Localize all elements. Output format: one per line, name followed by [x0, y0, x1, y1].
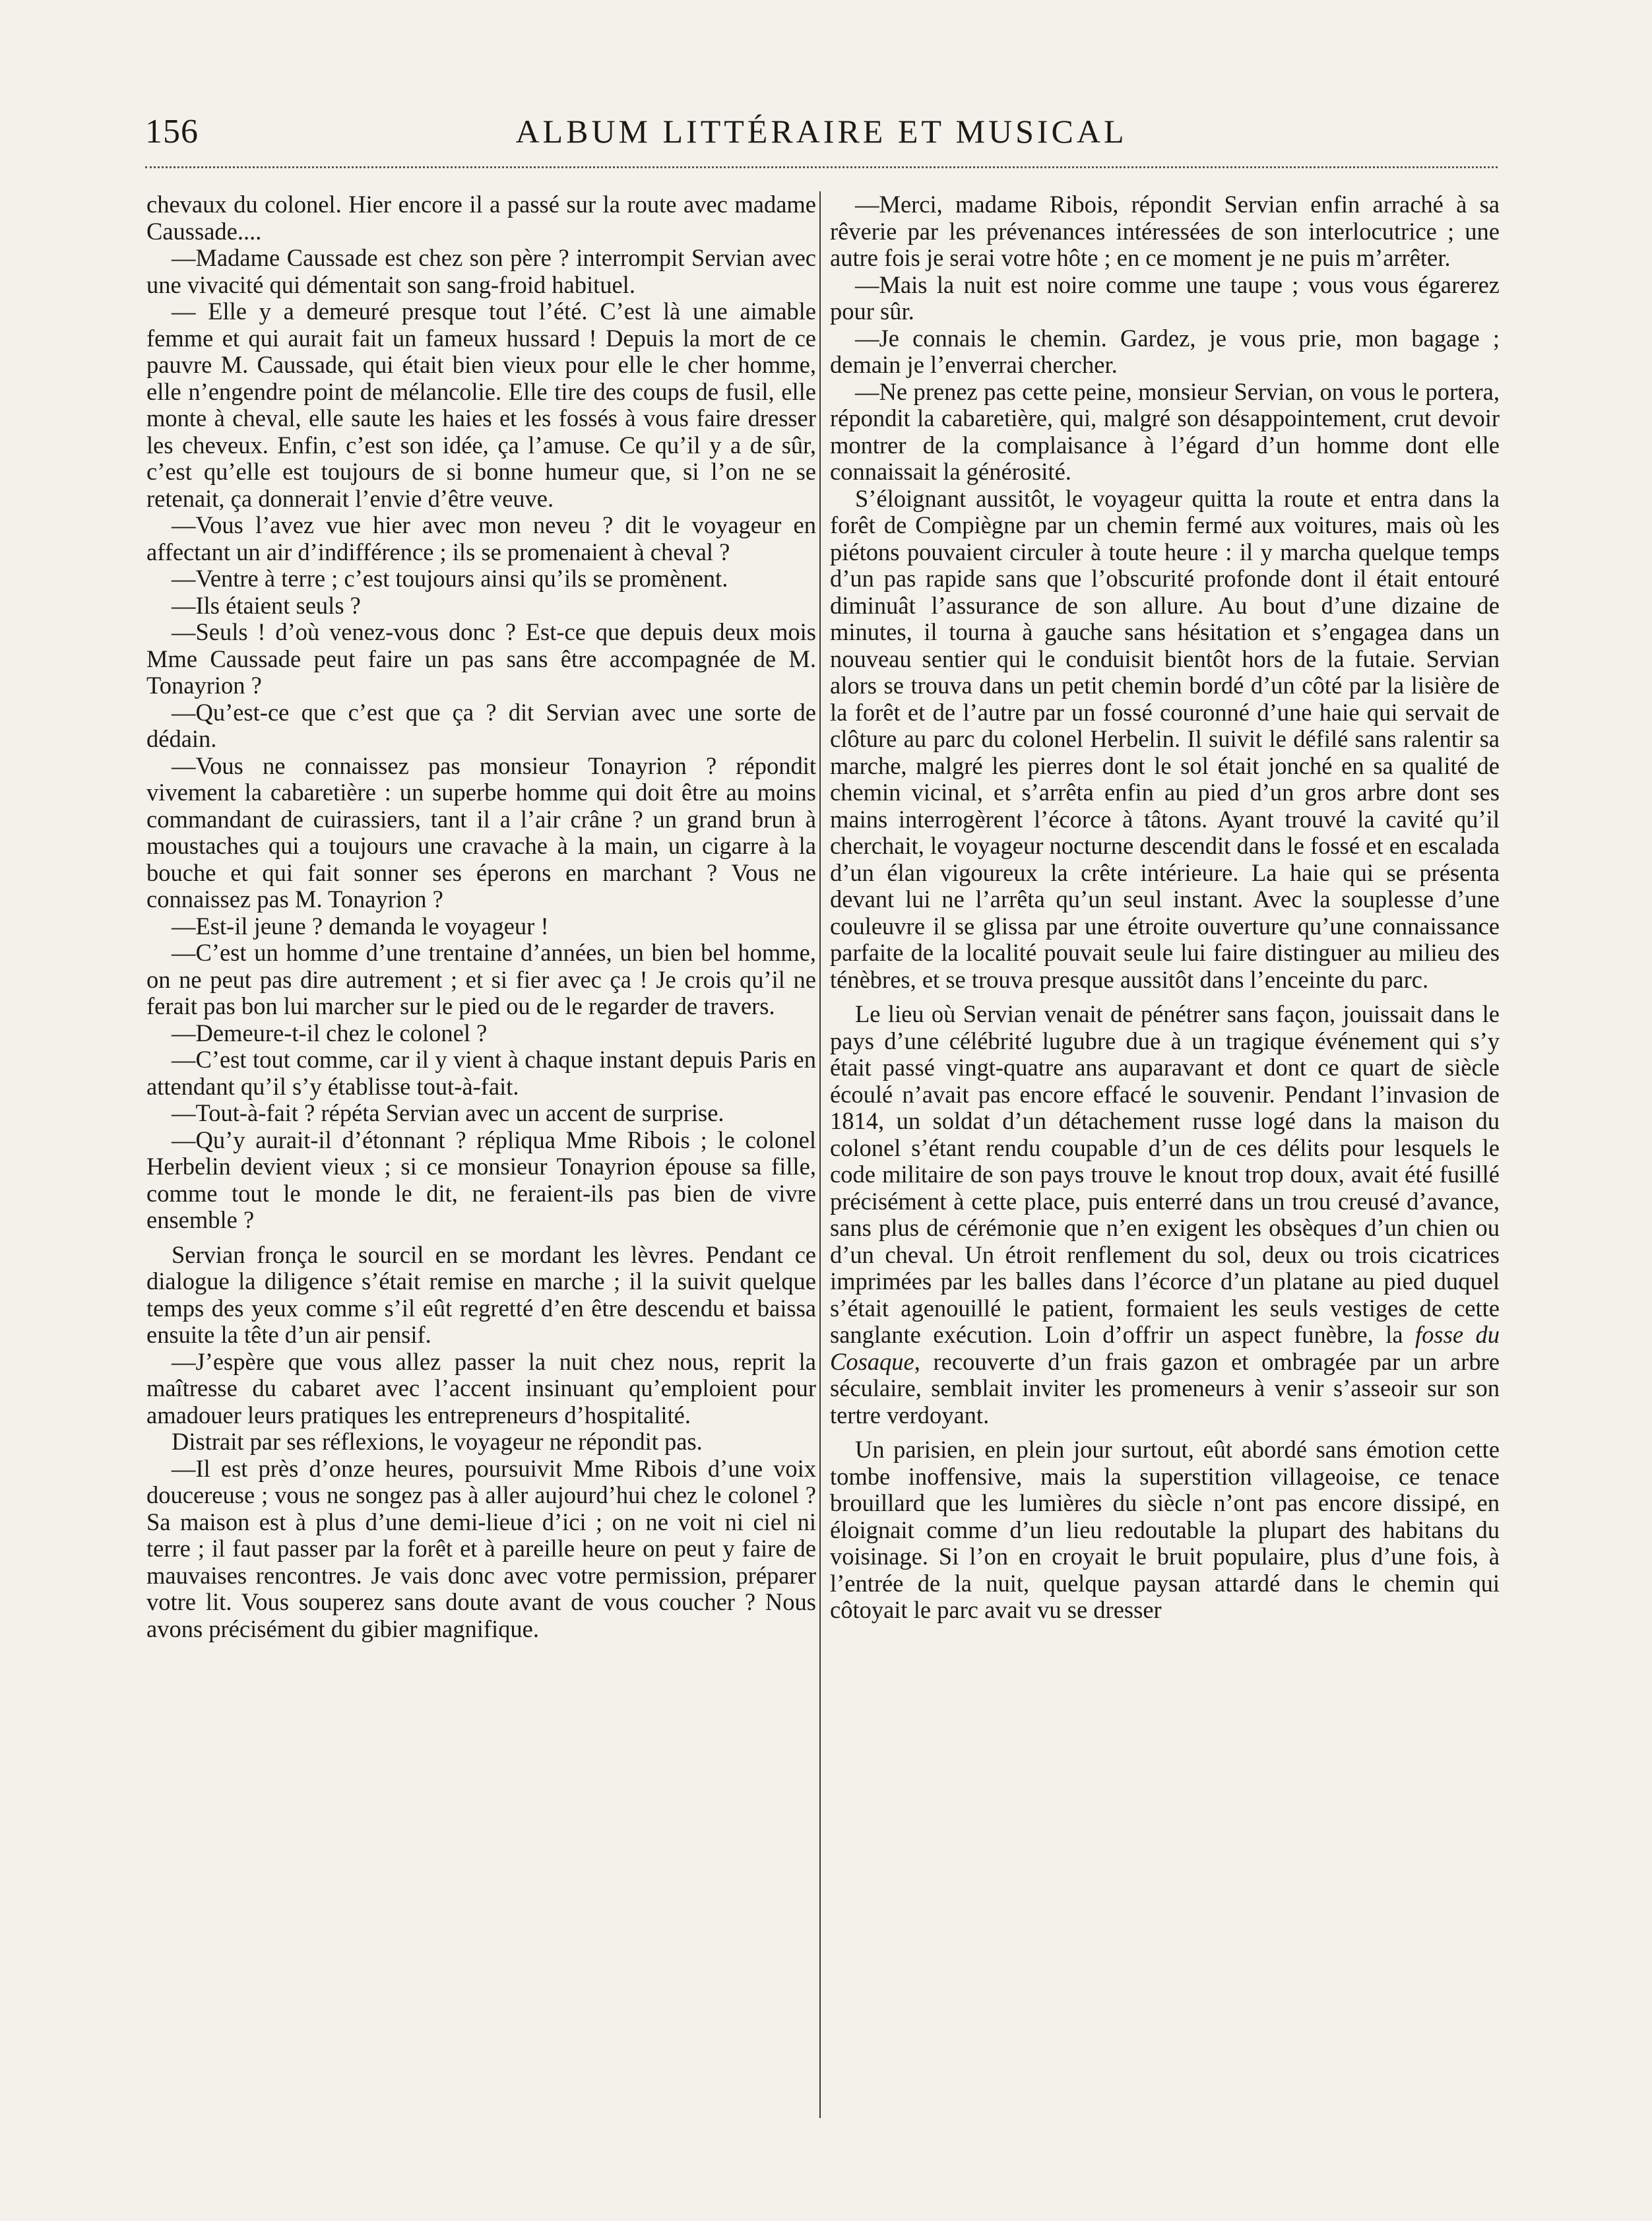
right-column [830, 191, 1500, 1624]
paragraph: chevaux du colonel. Hier encore il a passé sur la route avec madame Caussade.... [146, 191, 816, 245]
paragraph: — Elle y a demeuré presque tout l’été. C’est là une aimable femme et qui aurait fait un fameux hussard ! Depuis la mort de ce pauvre M. Caussade, qui était bien vieux pour elle le cher homme, elle n’engendre point de mélancolie. Elle tire des coups de fusil, elle monte à cheval, elle saute les haies et les fossés à vous faire dresser les cheveux. Enfin, c’est son idée, ça l’amuse. Ce qu’il y a de sûr, c’est qu’elle est toujours de si bonne humeur que, si l’on ne se retenait, ça donnerait l’envie d’être veuve. [146, 298, 816, 512]
paragraph: —Qu’y aurait-il d’étonnant ? répliqua Mme Ribois ; le colonel Herbelin devient vieux ; si ce monsieur Tonayrion épouse sa fille, comme tout le monde le dit, ne feraient-ils pas bien de vivre ensemble ? [146, 1126, 816, 1233]
paragraph: —Vous ne connaissez pas monsieur Tonayrion ? répondit vivement la cabaretière : un superbe homme qui doit être au moins commandant de cuirassiers, tant il a l’air crâne ? un grand brun à moustaches qui a toujours une cravache à la main, un cigarre à la bouche et qui fait sonner ses éperons en marchant ? Vous ne connaissez pas M. Tonayrion ? [146, 752, 816, 913]
paragraph: —Tout-à-fait ? répéta Servian avec un accent de surprise. [172, 1099, 724, 1126]
paragraph: —C’est tout comme, car il y vient à chaque instant depuis Paris en attendant qu’il s’y établisse tout-à-fait. [146, 1046, 816, 1100]
page-header [145, 106, 1498, 165]
paragraph: —Ils étaient seuls ? [172, 591, 361, 619]
paragraph: —Madame Caussade est chez son père ? interrompit Servian avec une vivacité qui démentait son sang-froid habituel. [146, 244, 816, 298]
italic-text: fosse du Cosaque [830, 1321, 1500, 1375]
header-rule [145, 166, 1498, 168]
paragraph-gap [146, 1234, 816, 1242]
paragraph: —Vous l’avez vue hier avec mon neveu ? dit le voyageur en affectant un air d’indifférence ; ils se promenaient à cheval ? [146, 511, 816, 565]
paragraph: —Est-il jeune ? demanda le voyageur ! [172, 912, 549, 940]
column-divider [819, 191, 821, 2118]
paragraph: —Mais la nuit est noire comme une taupe ; vous vous égarerez pour sûr. [830, 271, 1500, 325]
paragraph: —Qu’est-ce que c’est que ça ? dit Servian avec une sorte de dédain. [146, 698, 816, 752]
paragraph-text: , recouverte d’un frais gazon et ombragée par un arbre séculaire, semblait inviter les promeneurs à venir s’asseoir sur son tertre verdoyant. [830, 1347, 1500, 1429]
paragraph: —Seuls ! d’où venez-vous donc ? Est-ce que depuis deux mois Mme Caussade peut faire un pas sans être accompagnée de M. Tonayrion ? [146, 618, 816, 699]
page-number: 156 [145, 113, 199, 150]
left-column [146, 191, 816, 1642]
paragraph-text: Le lieu où Servian venait de pénétrer sans façon, jouissait dans le pays d’une célébrité lugubre due à un tragique événement qui s’y était passé vingt-quatre ans auparavant et dont ce quart de siècle écoulé n’avait pas encore effacé le souvenir. Pendant l’invasion de 1814, un soldat d’un détachement russe logé dans la maison du colonel s’étant rendu coupable d’un de ces délits pour lesquels le code militaire de son pays trouve le knout trop doux, avait été fusillé précisément à cette place, puis enterré dans un trou creusé d’avance, sans plus de cérémonie que n’en exigent les obsèques d’un chien ou d’un cheval. Un étroit renflement du sol, deux ou trois cicatrices imprimées par les balles dans l’écorce d’un platane au pied duquel s’était agenouillé le patient, formaient les seuls vestiges de cette sanglante exécution. Loin d’offrir un aspect funèbre, la [830, 1000, 1500, 1348]
paragraph: Servian fronça le sourcil en se mordant les lèvres. Pendant ce dialogue la diligence s’était remise en marche ; il la suivit quelque temps des yeux comme s’il eût regretté d’en être descendu et baissa ensuite la tête d’un air pensif. [146, 1240, 816, 1348]
paragraph [830, 1001, 1500, 1429]
paragraph: S’éloignant aussitôt, le voyageur quitta la route et entra dans la forêt de Compiègne par un chemin fermé aux voitures, mais où les piétons pouvaient circuler à toute heure : il y marcha quelque temps d’un pas rapide sans que l’obscurité profonde dont il était entouré diminuât l’assurance de son allure. Au bout d’une dizaine de minutes, il tourna à gauche sans hésitation et s’engagea dans un nouveau sentier qui le conduisit bientôt hors de la futaie. Servian alors se trouva dans un petit chemin bordé d’un côté par la lisière de la forêt et de l’autre par un fossé couronné d’une haie qui servait de clôture au parc du colonel Herbelin. Il suivit le défilé sans ralentir sa marche, malgré les pierres dont le sol était jonché en sa qualité de chemin vicinal, et s’arrêta enfin au pied d’un gros arbre dont ses mains interrogèrent l’écorce à tâtons. Ayant trouvé la cavité qu’il cherchait, le voyageur nocturne descendit dans le fossé et en escalada d’un élan vigoureux la crête intérieure. La haie qui se présenta devant lui ne l’arrêta qu’un seul instant. Avec la souplesse d’une couleuvre il se glissa par une étroite ouverture qu’une connaissance parfaite de la localité pouvait seule lui faire distinguer au milieu des ténèbres, et se trouva presque aussitôt dans l’enceinte du parc. [830, 484, 1500, 993]
paragraph: —Il est près d’onze heures, poursuivit Mme Ribois d’une voix doucereuse ; vous ne songez pas à aller aujourd’hui chez le colonel ? Sa maison est à plus d’une demi-lieue d’ici ; on ne voit ni ciel ni terre ; il faut passer par la forêt et à pareille heure on peut y faire de mauvaises rencontres. Je vais donc avec votre permission, préparer votre lit. Vous souperez sans doute avant de vous coucher ? Nous avons précisément du gibier magnifique. [146, 1454, 816, 1642]
paragraph: —Demeure-t-il chez le colonel ? [172, 1019, 488, 1046]
running-title: ALBUM LITTÉRAIRE ET MUSICAL [515, 113, 1128, 150]
paragraph: —Ventre à terre ; c’est toujours ainsi qu’ils se promènent. [172, 565, 728, 592]
paragraph: Un parisien, en plein jour surtout, eût abordé sans émotion cette tombe inoffensive, mais la superstition villageoise, ce tenace brouillard que les lumières du siècle n’ont pas encore dissipé, en éloignait comme d’un lieu redoutable la plupart des habitans du voisinage. Si l’on en croyait le bruit populaire, plus d’une fois, à l’entrée de la nuit, quelque paysan attardé dans le chemin qui côtoyait le parc avait vu se dresser [830, 1436, 1500, 1623]
paragraph: —Je connais le chemin. Gardez, je vous prie, mon bagage ; demain je l’enverrai chercher. [830, 324, 1500, 378]
paragraph: Distrait par ses réflexions, le voyageur ne répondit pas. [172, 1428, 703, 1455]
paragraph: —J’espère que vous allez passer la nuit chez nous, reprit la maîtresse du cabaret avec l’accent insinuant qu’emploient pour amadouer leurs pratiques les entrepreneurs d’hospitalité. [146, 1347, 816, 1429]
paragraph: —Merci, madame Ribois, répondit Servian enfin arraché à sa rêverie par les prévenances intéressées de son interlocutrice ; une autre fois je serai votre hôte ; en ce moment je ne puis m’arrêter. [830, 191, 1500, 271]
paragraph: —C’est un homme d’une trentaine d’années, un bien bel homme, on ne peut pas dire autrement ; et si fier avec ça ! Je crois qu’il ne ferait pas bon lui marcher sur le pied ou de le regarder de travers. [146, 939, 816, 1019]
paragraph: —Ne prenez pas cette peine, monsieur Servian, on vous le portera, répondit la cabaretière, qui, malgré son désappointement, crut devoir montrer de la complaisance à l’égard d’un homme dont elle connaissait la générosité. [830, 377, 1500, 485]
